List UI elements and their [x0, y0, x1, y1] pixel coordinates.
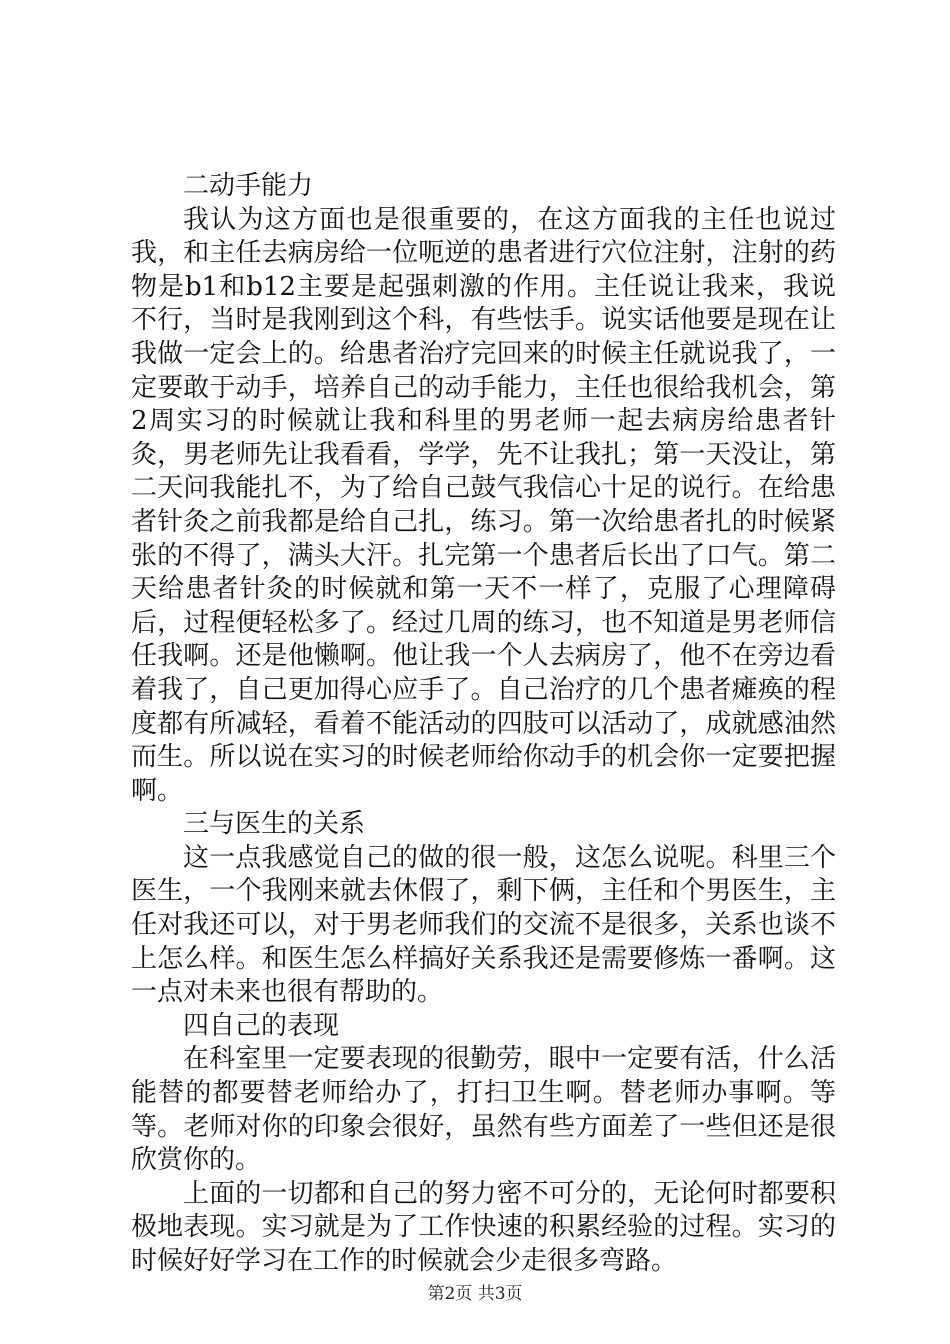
document-body [131, 170, 836, 1279]
paragraph-performance: 在科室里一定要表现的很勤劳，眼中一定要有活，什么活能替的都要替老师给办了，打扫卫生啊。替老师办事啊。等等。老师对你的印象会很好，虽然有些方面差了一些但还是很欣赏你的。 [131, 1044, 836, 1176]
section-heading-hands-on: 二动手能力 [183, 171, 314, 201]
paragraph-doctor-relations: 这一点我感觉自己的做的很一般，这怎么说呢。科里三个医生，一个我刚来就去休假了，剩下俩，主任和个男医生，主任对我还可以，对于男老师我们的交流不是很多，关系也谈不上怎么样。和医生怎么样搞好关系我还是需要修炼一番啊。这一点对未来也很有帮助的。 [131, 842, 836, 1008]
page-number-footer: 第2页 共3页 [427, 1284, 523, 1304]
paragraph-hands-on: 我认为这方面也是很重要的，在这方面我的主任也说过我，和主任去病房给一位呃逆的患者进行穴位注射，注射的药物是b1和b12主要是起强刺激的作用。主任说让我来，我说不行，当时是我刚到这个科，有些怯手。说实话他要是现在让我做一定会上的。给患者治疗完回来的时候主任就说我了，一定要敢于动手，培养自己的动手能力，主任也很给我机会，第2周实习的时候就让我和科里的男老师一起去病房给患者针灸，男老师先让我看看，学学，先不让我扎；第一天没让，第二天问我能扎不，为了给自己鼓气我信心十足的说行。在给患者针灸之前我都是给自己扎，练习。第一次给患者扎的时候紧张的不得了，满头大汗。扎完第一个患者后长出了口气。第二天给患者针灸的时候就和第一天不一样了，克服了心理障碍后，过程便轻松多了。经过几周的练习，也不知道是男老师信任我啊。还是他懒啊。他让我一个人去病房了，他不在旁边看着我了，自己更加得心应手了。自己治疗的几个患者瘫痪的程度都有所减轻，看着不能活动的四肢可以活动了，成就感油然而生。所以说在实习的时候老师给你动手的机会你一定要把握啊。 [131, 204, 836, 806]
paragraph-conclusion: 上面的一切都和自己的努力密不可分的，无论何时都要积极地表现。实习就是为了工作快速的积累经验的过程。实习的时候好好学习在工作的时候就会少走很多弯路。 [131, 1178, 836, 1276]
section-heading-doctor-relations: 三与医生的关系 [183, 809, 366, 840]
section-heading-performance: 四自己的表现 [183, 1010, 340, 1041]
